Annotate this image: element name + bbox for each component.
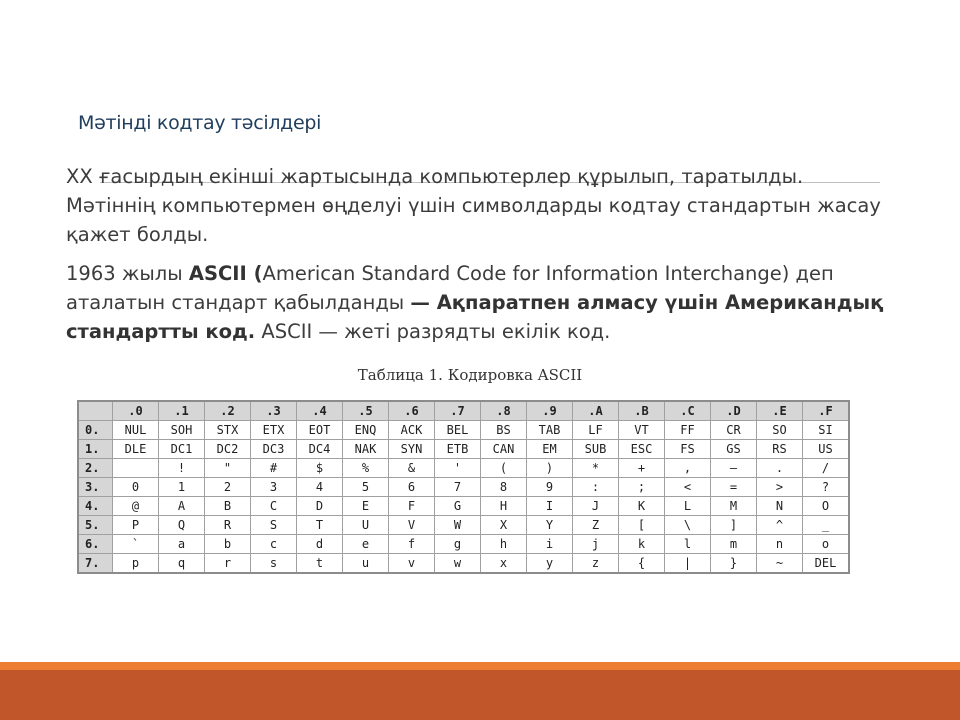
table-cell: 8	[481, 478, 527, 497]
table-cell: NUL	[113, 421, 159, 440]
row-header: 6.	[78, 535, 113, 554]
column-header: .4	[297, 401, 343, 421]
table-cell: V	[389, 516, 435, 535]
table-cell: E	[343, 497, 389, 516]
column-header: .7	[435, 401, 481, 421]
table-cell: m	[711, 535, 757, 554]
table-cell: =	[711, 478, 757, 497]
table-cell: LF	[573, 421, 619, 440]
table-cell: ,	[665, 459, 711, 478]
table-row	[78, 440, 849, 459]
table-cell: J	[573, 497, 619, 516]
table-cell: '	[435, 459, 481, 478]
table-cell: u	[343, 554, 389, 574]
table-cell: 2	[205, 478, 251, 497]
table-cell: 4	[297, 478, 343, 497]
table-cell: —	[711, 459, 757, 478]
column-header: .0	[113, 401, 159, 421]
table-cell: STX	[205, 421, 251, 440]
table-corner-cell	[78, 401, 113, 421]
table-cell: {	[619, 554, 665, 574]
table-cell: EOT	[297, 421, 343, 440]
table-cell: U	[343, 516, 389, 535]
table-cell: 0	[113, 478, 159, 497]
table-row	[78, 459, 849, 478]
table-cell: N	[757, 497, 803, 516]
table-cell: <	[665, 478, 711, 497]
column-header: .3	[251, 401, 297, 421]
table-cell: #	[251, 459, 297, 478]
table-cell: ^	[757, 516, 803, 535]
column-header: .D	[711, 401, 757, 421]
table-cell: Y	[527, 516, 573, 535]
table-cell: DC2	[205, 440, 251, 459]
table-cell: r	[205, 554, 251, 574]
table-cell: T	[297, 516, 343, 535]
table-cell: :	[573, 478, 619, 497]
table-cell: I	[527, 497, 573, 516]
table-cell: i	[527, 535, 573, 554]
table-cell: S	[251, 516, 297, 535]
table-cell: F	[389, 497, 435, 516]
table-cell: R	[205, 516, 251, 535]
table-cell: "	[205, 459, 251, 478]
table-cell: >	[757, 478, 803, 497]
table-cell: M	[711, 497, 757, 516]
table-cell: GS	[711, 440, 757, 459]
table-cell: DC3	[251, 440, 297, 459]
table-cell: 7	[435, 478, 481, 497]
table-cell: d	[297, 535, 343, 554]
table-cell: ENQ	[343, 421, 389, 440]
table-cell: s	[251, 554, 297, 574]
table-cell: `	[113, 535, 159, 554]
table-cell: W	[435, 516, 481, 535]
table-cell: SI	[803, 421, 850, 440]
table-cell: 3	[251, 478, 297, 497]
table-row	[78, 554, 849, 574]
slide-title: Мәтінді кодтау тәсілдері	[78, 112, 322, 134]
table-cell: _	[803, 516, 850, 535]
table-cell: DEL	[803, 554, 850, 574]
row-header: 7.	[78, 554, 113, 574]
table-cell: h	[481, 535, 527, 554]
table-caption-wrap	[0, 366, 960, 384]
table-cell: DC1	[159, 440, 205, 459]
table-cell: ;	[619, 478, 665, 497]
table-cell: b	[205, 535, 251, 554]
column-header: .9	[527, 401, 573, 421]
table-cell: &	[389, 459, 435, 478]
p2-year: 1963 жылы	[66, 262, 189, 285]
table-cell: G	[435, 497, 481, 516]
table-cell: j	[573, 535, 619, 554]
table-cell: NAK	[343, 440, 389, 459]
table-cell: ]	[711, 516, 757, 535]
table-cell: c	[251, 535, 297, 554]
p2-ascii-bold: ASCII (	[188, 262, 263, 285]
ascii-table	[77, 400, 850, 574]
table-cell: TAB	[527, 421, 573, 440]
table-cell: e	[343, 535, 389, 554]
column-header: .1	[159, 401, 205, 421]
table-cell: ACK	[389, 421, 435, 440]
table-cell: B	[205, 497, 251, 516]
table-cell: C	[251, 497, 297, 516]
table-cell: US	[803, 440, 850, 459]
table-cell: ?	[803, 478, 850, 497]
table-cell: @	[113, 497, 159, 516]
table-cell: [	[619, 516, 665, 535]
table-cell: o	[803, 535, 850, 554]
row-header: 1.	[78, 440, 113, 459]
p2-expansion: American Standard Code for Information Interchange) деп аталатын стандарт қабылданды	[66, 262, 834, 314]
table-row	[78, 497, 849, 516]
table-cell: ~	[757, 554, 803, 574]
table-cell: DLE	[113, 440, 159, 459]
table-cell: BS	[481, 421, 527, 440]
table-cell: L	[665, 497, 711, 516]
table-cell: t	[297, 554, 343, 574]
table-cell: FF	[665, 421, 711, 440]
table-cell: p	[113, 554, 159, 574]
table-cell: 1	[159, 478, 205, 497]
row-header: 3.	[78, 478, 113, 497]
table-cell: +	[619, 459, 665, 478]
table-caption: Таблица 1. Кодировка ASCII	[357, 366, 583, 384]
slide-body	[66, 162, 896, 356]
table-row	[78, 535, 849, 554]
table-cell: x	[481, 554, 527, 574]
table-cell: CR	[711, 421, 757, 440]
table-cell: \	[665, 516, 711, 535]
table-cell: ETX	[251, 421, 297, 440]
table-cell: Q	[159, 516, 205, 535]
column-header: .2	[205, 401, 251, 421]
table-cell: FS	[665, 440, 711, 459]
table-cell: .	[757, 459, 803, 478]
table-cell: SUB	[573, 440, 619, 459]
table-cell: X	[481, 516, 527, 535]
table-cell: CAN	[481, 440, 527, 459]
table-cell: EM	[527, 440, 573, 459]
table-cell: ETB	[435, 440, 481, 459]
table-cell: l	[665, 535, 711, 554]
table-cell: |	[665, 554, 711, 574]
table-cell: 9	[527, 478, 573, 497]
row-header: 5.	[78, 516, 113, 535]
table-cell: RS	[757, 440, 803, 459]
p2-translation-bold: — Ақпаратпен алмасу үшін Американдық стандартты код.	[66, 291, 884, 343]
table-cell: $	[297, 459, 343, 478]
table-cell: H	[481, 497, 527, 516]
table-cell: SOH	[159, 421, 205, 440]
table-cell: BEL	[435, 421, 481, 440]
column-header: .6	[389, 401, 435, 421]
column-header: .E	[757, 401, 803, 421]
table-cell: DC4	[297, 440, 343, 459]
table-cell: /	[803, 459, 850, 478]
table-cell: 6	[389, 478, 435, 497]
table-cell: n	[757, 535, 803, 554]
paragraph-ascii	[66, 259, 896, 346]
table-cell: SYN	[389, 440, 435, 459]
table-cell: y	[527, 554, 573, 574]
table-header-row	[78, 401, 849, 421]
table-row	[78, 478, 849, 497]
column-header: .8	[481, 401, 527, 421]
column-header: .C	[665, 401, 711, 421]
table-cell: 5	[343, 478, 389, 497]
footer-accent-stripe	[0, 662, 960, 670]
table-cell: q	[159, 554, 205, 574]
table-cell: O	[803, 497, 850, 516]
footer-band	[0, 670, 960, 720]
table-cell: VT	[619, 421, 665, 440]
column-header: .F	[803, 401, 850, 421]
table-cell: Z	[573, 516, 619, 535]
column-header: .5	[343, 401, 389, 421]
table-cell: k	[619, 535, 665, 554]
table-cell: D	[297, 497, 343, 516]
table-cell: SO	[757, 421, 803, 440]
table-cell: P	[113, 516, 159, 535]
table-cell: *	[573, 459, 619, 478]
table-cell: z	[573, 554, 619, 574]
table-cell: %	[343, 459, 389, 478]
table-cell: v	[389, 554, 435, 574]
table-cell: w	[435, 554, 481, 574]
row-header: 2.	[78, 459, 113, 478]
table-cell: A	[159, 497, 205, 516]
p2-bits: ASCII — жеті разрядты екілік код.	[255, 320, 611, 343]
row-header: 4.	[78, 497, 113, 516]
paragraph-history: XX ғасырдың екінші жартысында компьютерлер құрылып, таратылды. Мәтіннің компьютермен өңделуі үшін символдарды кодтау стандартын жасау қажет болды.	[66, 165, 881, 246]
column-header: .B	[619, 401, 665, 421]
table-cell: a	[159, 535, 205, 554]
table-cell	[113, 459, 159, 478]
table-cell: ESC	[619, 440, 665, 459]
table-cell: g	[435, 535, 481, 554]
table-cell: f	[389, 535, 435, 554]
table-cell: K	[619, 497, 665, 516]
table-cell: )	[527, 459, 573, 478]
table-cell: !	[159, 459, 205, 478]
table-row	[78, 516, 849, 535]
row-header: 0.	[78, 421, 113, 440]
column-header: .A	[573, 401, 619, 421]
table-cell: (	[481, 459, 527, 478]
table-cell: }	[711, 554, 757, 574]
table-row	[78, 421, 849, 440]
